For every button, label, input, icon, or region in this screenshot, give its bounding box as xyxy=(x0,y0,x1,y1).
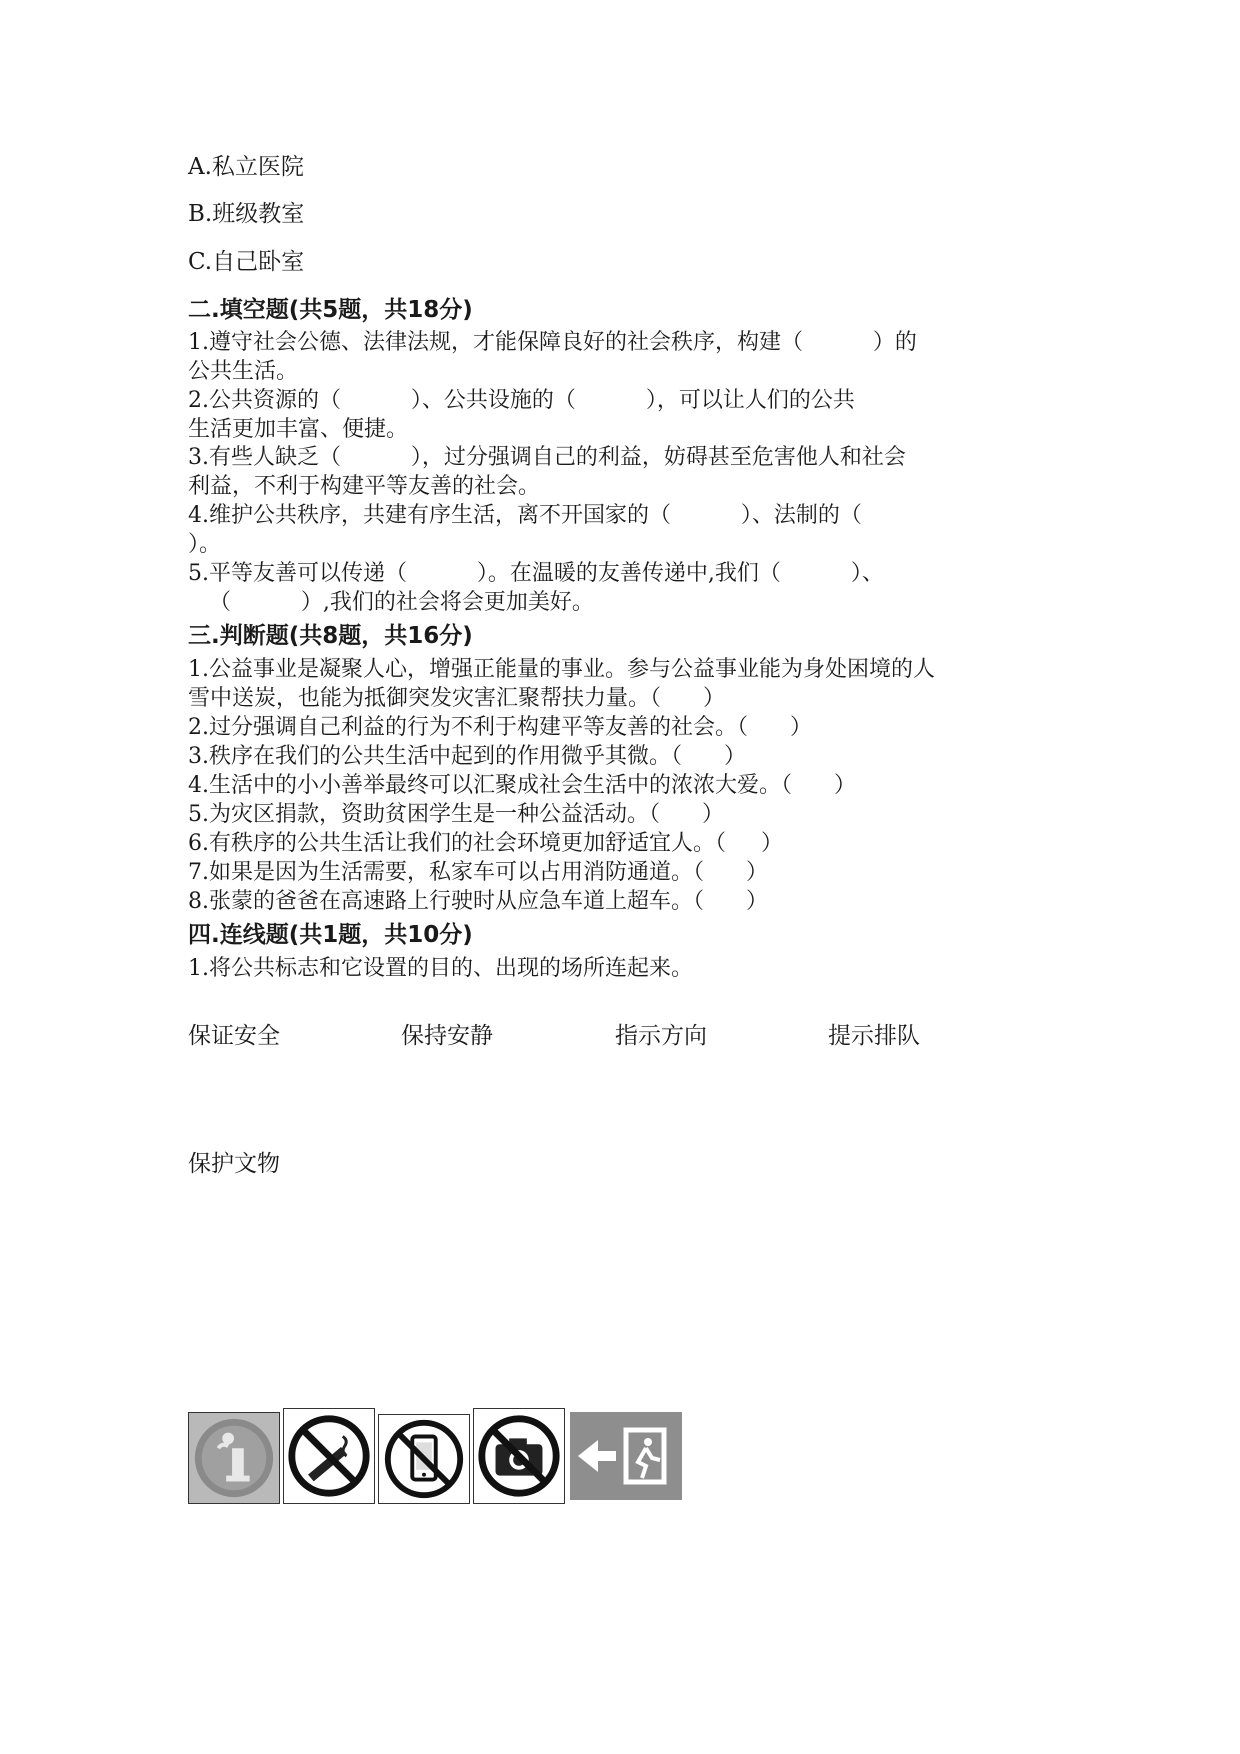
fill-line: 1.遵守社会公德、法律法规，才能保障良好的社会秩序，构建（ ）的 xyxy=(188,330,917,355)
judge-section-title: 三.判断题(共8题，共16分) xyxy=(188,623,473,649)
purpose-keep-quiet: 保持安静 xyxy=(401,1023,493,1049)
judge-line: 8.张蒙的爸爸在高速路上行驶时从应急车道上超车。（ ） xyxy=(188,889,768,914)
fill-section-title: 二.填空题(共5题，共18分) xyxy=(188,297,473,323)
fill-line: ）。 xyxy=(188,532,222,557)
fill-line: 5.平等友善可以传递（ ）。在温暖的友善传递中,我们（ ）、 xyxy=(188,561,884,586)
fill-line: （ ）,我们的社会将会更加美好。 xyxy=(188,590,594,615)
no-camera-icon xyxy=(473,1408,565,1504)
fill-line: 公共生活。 xyxy=(188,359,299,384)
no-phone-icon xyxy=(378,1414,470,1504)
purpose-queue-reminder: 提示排队 xyxy=(828,1023,920,1049)
option-c: C.自己卧室 xyxy=(188,249,305,275)
judge-line: 雪中送炭，也能为抵御突发灾害汇聚帮扶力量。（ ） xyxy=(188,686,725,711)
judge-line: 5.为灾区捐款，资助贫困学生是一种公益活动。（ ） xyxy=(188,802,724,827)
fill-line: 利益，不利于构建平等友善的社会。 xyxy=(188,474,541,499)
purpose-ensure-safety: 保证安全 xyxy=(188,1023,280,1049)
purpose-show-direction: 指示方向 xyxy=(615,1023,707,1049)
judge-line: 4.生活中的小小善举最终可以汇聚成社会生活中的浓浓大爱。（ ） xyxy=(188,773,856,798)
fill-line: 2.公共资源的（ ）、公共设施的（ ），可以让人们的公共 xyxy=(188,388,855,413)
match-instruction: 1.将公共标志和它设置的目的、出现的场所连起来。 xyxy=(188,956,693,981)
no-smoking-icon xyxy=(283,1408,375,1504)
option-b: B.班级教室 xyxy=(188,201,305,227)
fill-line: 3.有些人缺乏（ ），过分强调自己的利益，妨碍甚至危害他人和社会 xyxy=(188,445,906,470)
match-section-title: 四.连线题(共1题，共10分) xyxy=(188,922,473,948)
judge-line: 6.有秩序的公共生活让我们的社会环境更加舒适宜人。（ ） xyxy=(188,831,783,856)
emergency-exit-icon xyxy=(568,1408,686,1504)
purpose-protect-relics: 保护文物 xyxy=(188,1151,280,1177)
judge-line: 3.秩序在我们的公共生活中起到的作用微乎其微。（ ） xyxy=(188,744,746,769)
option-a: A.私立医院 xyxy=(188,154,304,180)
sign-strip xyxy=(188,1408,686,1504)
judge-line: 2.过分强调自己利益的行为不利于构建平等友善的社会。（ ） xyxy=(188,715,812,740)
judge-line: 1.公益事业是凝聚人心，增强正能量的事业。参与公益事业能为身处困境的人 xyxy=(188,657,935,682)
judge-line: 7.如果是因为生活需要，私家车可以占用消防通道。（ ） xyxy=(188,860,768,885)
fill-line: 生活更加丰富、便捷。 xyxy=(188,417,409,442)
information-icon xyxy=(188,1412,280,1504)
fill-line: 4.维护公共秩序，共建有序生活，离不开国家的（ ）、法制的（ xyxy=(188,503,862,528)
